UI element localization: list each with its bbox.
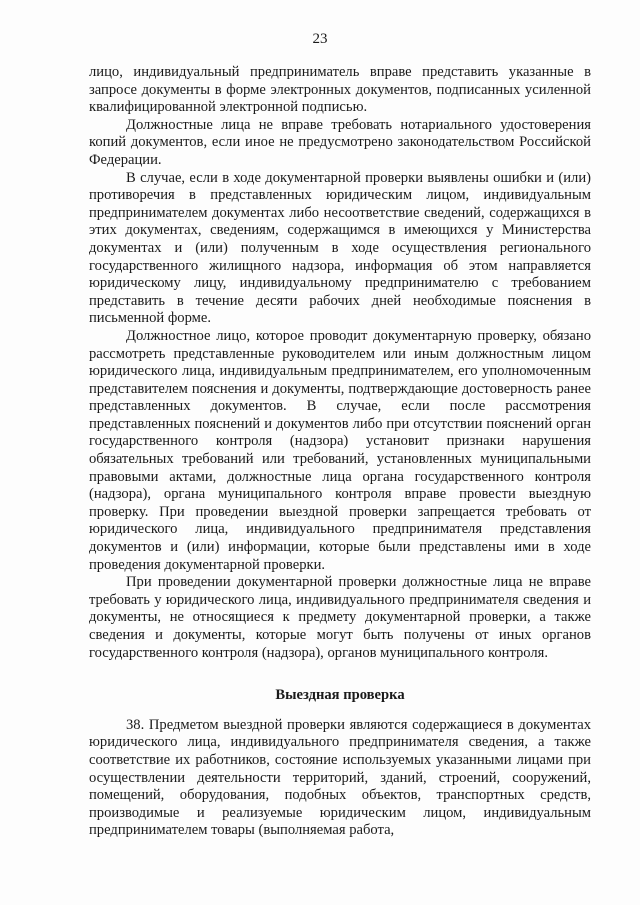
paragraph-official-review: Должностное лицо, которое проводит документарную проверку, обязано рассмотреть представленные руководителем или иным должностным лицом юридического лица, индивидуальным предпринимателем, его уполномоченным представителем пояснения и документы, подтверждающие достоверность ранее представленных документов. В случае, если после рассмотрения представленных пояснений и документов либо при отсутствии пояснений орган государственного контроля (надзора) установит признаки нарушения обязательных требований или требований, установленных муниципальными правовыми актами, должностные лица органа государственного контроля (надзора), органа муниципального контроля вправе провести выездную проверку. При проведении выездной проверки запрещается требовать от юридического лица, индивидуального предпринимателя представления документов и (или) информации, которые были представлены ими в ходе проведения документарной проверки. — [89, 327, 591, 573]
paragraph-38: 38. Предметом выездной проверки являются содержащиеся в документах юридического лица, индивидуального предпринимателя сведения, а также соответствие их работников, состояние используемых указанными лицами при осуществлении деятельности территорий, зданий, строений, сооружений, помещений, оборудования, подобных объектов, транспортных средств, производимые и реализуемые юридическим лицом, индивидуальным предпринимателем товары (выполняемая работа, — [89, 716, 591, 839]
document-body — [89, 64, 591, 840]
page-number: 23 — [312, 31, 328, 47]
paragraph-restrictions: При проведении документарной проверки должностные лица не вправе требовать у юридического лица, индивидуального предпринимателя сведения и документы, не относящиеся к предмету документарной проверки, а также сведения и документы, которые могут быть получены от иных органов государственного контроля (надзора), органов муниципального контроля. — [89, 574, 591, 661]
paragraph-continuation: лицо, индивидуальный предприниматель вправе представить указанные в запросе документы в форме электронных документов, подписанных усиленной квалифицированной электронной подписью. — [89, 64, 591, 116]
paragraph-errors: В случае, если в ходе документарной проверки выявлены ошибки и (или) противоречия в представленных юридическим лицом, индивидуальным предпринимателем документах либо несоответствие сведений, содержащихся в этих документах, сведениям, содержащимся в имеющихся у Министерства документах и (или) полученным в ходе осуществления регионального государственного жилищного надзора, информация об этом направляется юридическому лицу, индивидуальному предпринимателю с требованием представить в течение десяти рабочих дней необходимые пояснения в письменной форме. — [89, 169, 591, 327]
paragraph-notary: Должностные лица не вправе требовать нотариального удостоверения копий документов, если иное не предусмотрено законодательством Российской Федерации. — [89, 116, 591, 168]
section-heading: Выездная проверка — [275, 687, 405, 704]
